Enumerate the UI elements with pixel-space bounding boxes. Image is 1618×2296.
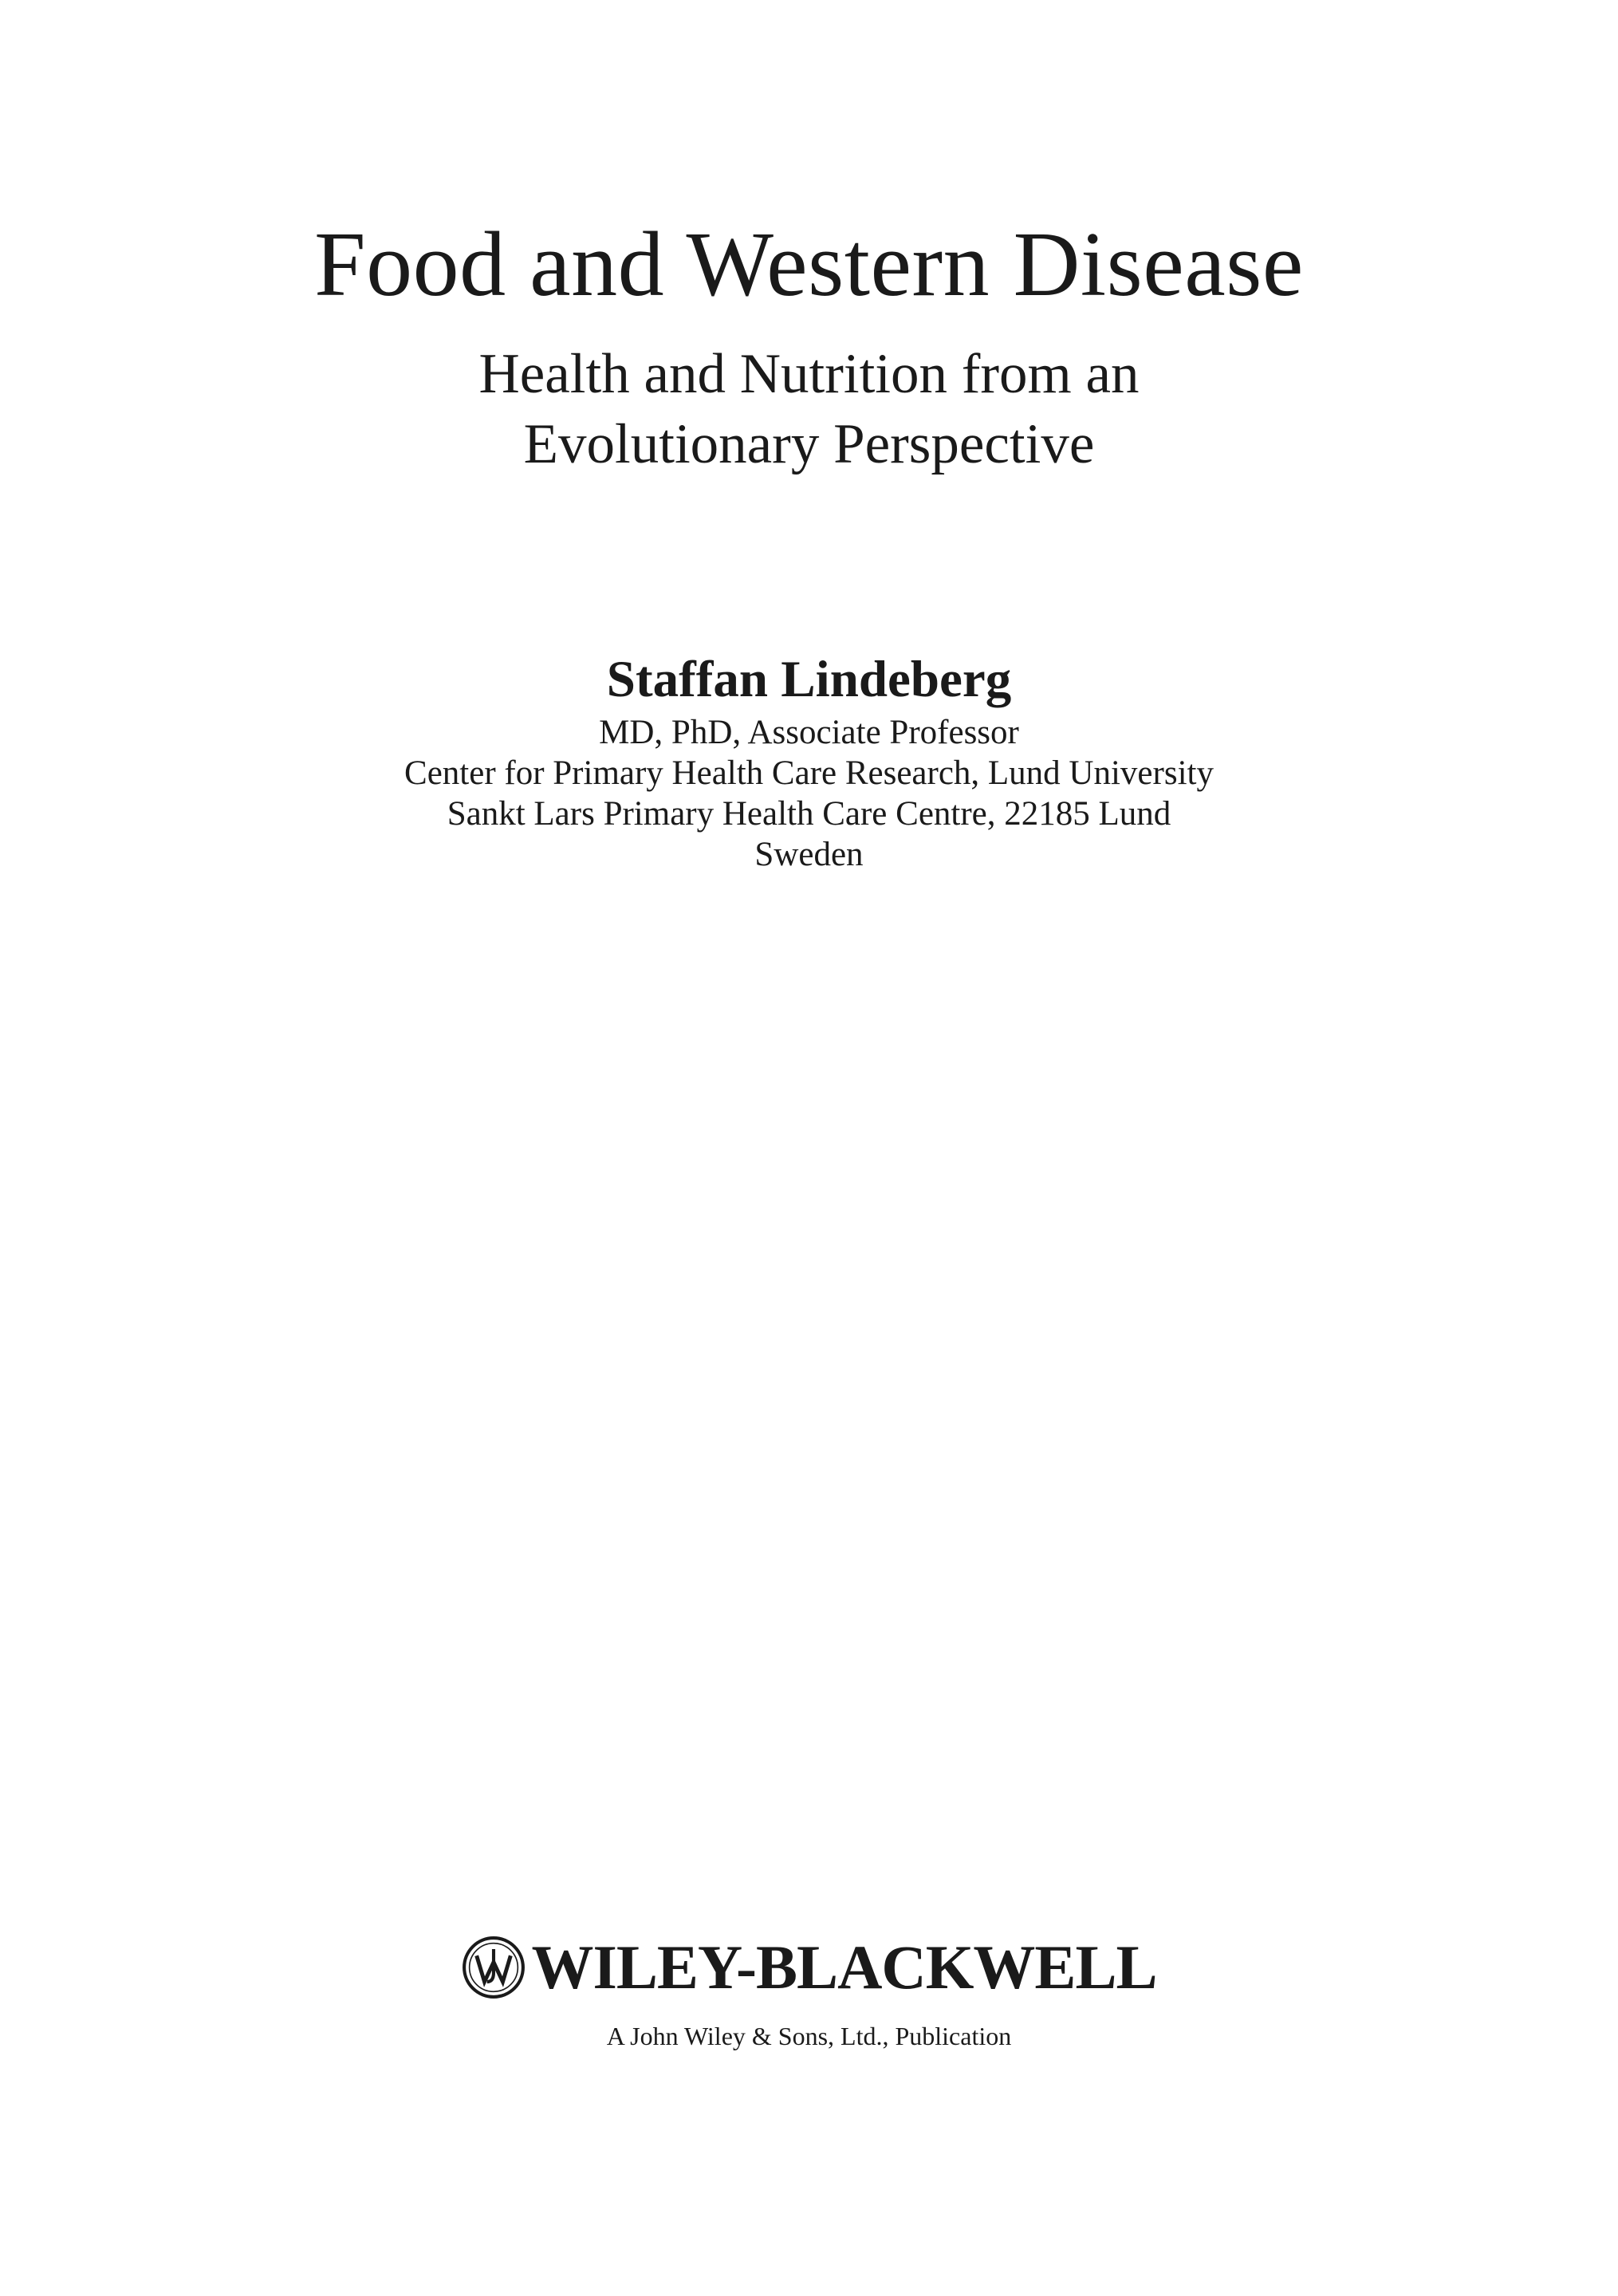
subtitle-line-1: Health and Nutrition from an (478, 343, 1140, 405)
author-credentials: MD, PhD, Associate Professor (599, 714, 1019, 751)
publisher-logo (461, 1932, 1156, 2003)
publisher-tagline: A John Wiley & Sons, Ltd., Publication (606, 2022, 1012, 2050)
affiliation-line-2: Sankt Lars Primary Health Care Centre, 22185 Lund (447, 795, 1171, 833)
book-subtitle (0, 339, 1618, 479)
affiliation-country: Sweden (754, 836, 864, 873)
author-affiliation (0, 712, 1618, 875)
wiley-seal-icon (461, 1935, 526, 2000)
book-title: Food and Western Disease (314, 214, 1304, 316)
publisher-logo-text: WILEY-BLACKWELL (531, 1932, 1157, 2002)
subtitle-line-2: Evolutionary Perspective (523, 413, 1095, 475)
author-name: Staffan Lindeberg (606, 651, 1012, 708)
publisher-block (0, 1932, 1618, 2052)
affiliation-line-1: Center for Primary Health Care Research, Lund University (404, 754, 1214, 792)
